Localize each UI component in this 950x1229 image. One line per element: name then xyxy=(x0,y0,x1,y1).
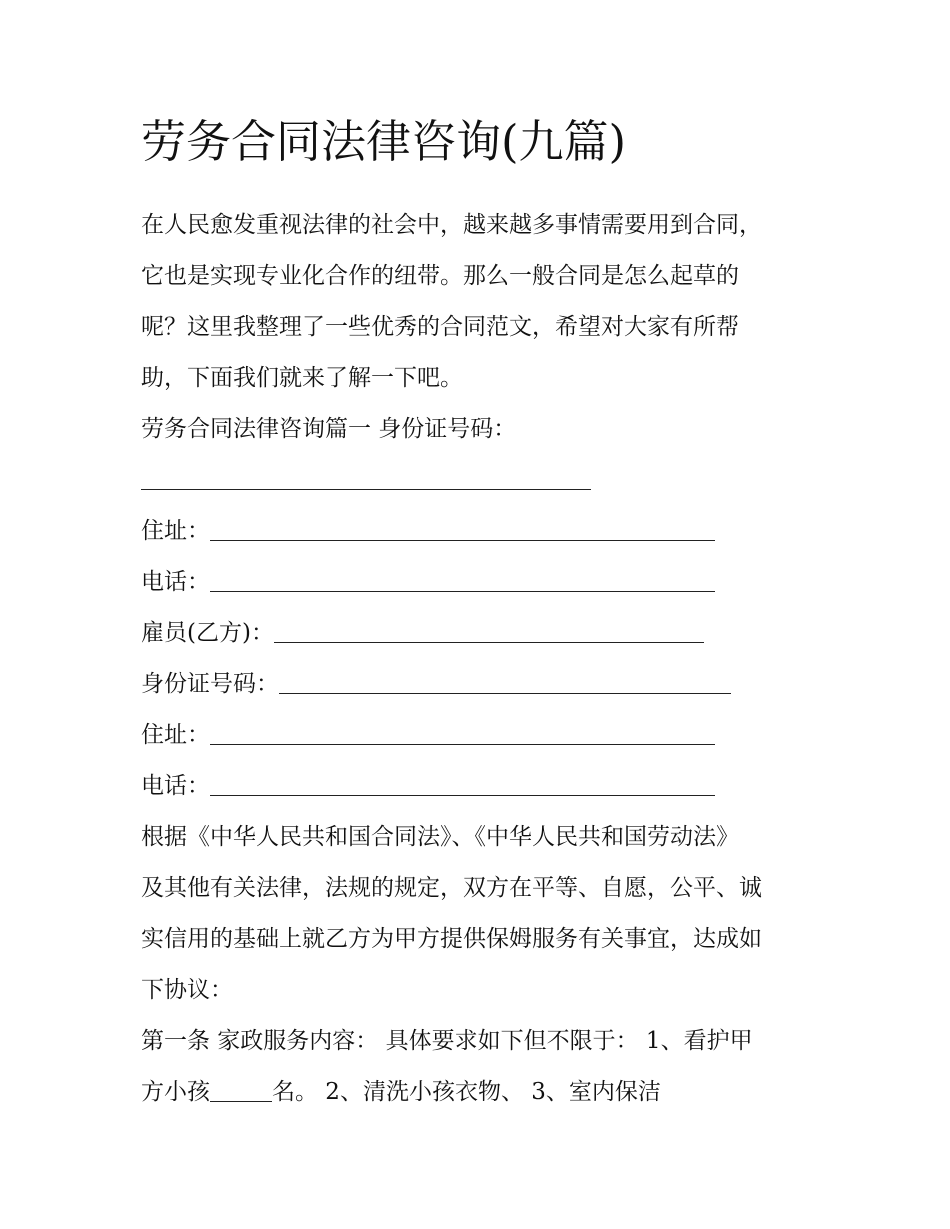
document-title: 劳务合同法律咨询(九篇) xyxy=(141,115,627,168)
address-blank-1 xyxy=(210,510,715,541)
employee-label: 雇员(乙方)： xyxy=(141,620,274,646)
intro-line: 它也是实现专业化合作的纽带。那么一般合同是怎么起草的 xyxy=(141,263,739,289)
clause-line: 下协议： xyxy=(141,977,233,1003)
address-field-1 xyxy=(141,506,821,557)
article-1-line-2 xyxy=(141,1067,821,1118)
intro-line: 在人民愈发重视法律的社会中，越来越多事情需要用到合同， xyxy=(141,212,762,238)
phone-blank-1 xyxy=(210,561,715,592)
phone-field-1 xyxy=(141,557,821,608)
phone-blank-2 xyxy=(210,765,715,796)
phone-field-2 xyxy=(141,761,821,812)
address-label-1: 住址： xyxy=(141,518,210,544)
employee-blank xyxy=(274,612,704,643)
intro-line: 呢？这里我整理了一些优秀的合同范文，希望对大家有所帮 xyxy=(141,314,739,340)
intro-line: 助，下面我们就来了解一下吧。 xyxy=(141,365,463,391)
id-number-blank-line xyxy=(141,455,821,506)
child-count-blank xyxy=(210,1071,272,1102)
article-1-line-1: 第一条 家政服务内容： 具体要求如下但不限于： 1、看护甲 xyxy=(141,1028,753,1054)
id-number-field xyxy=(141,659,821,710)
phone-label-1: 电话： xyxy=(141,569,210,595)
clause-line: 根据《中华人民共和国合同法》、《中华人民共和国劳动法》 xyxy=(141,824,739,850)
id-number-label: 身份证号码： xyxy=(141,671,279,697)
address-label-2: 住址： xyxy=(141,722,210,748)
article-1-suffix: 名。 2、清洗小孩衣物、 3、室内保洁 xyxy=(272,1079,661,1105)
employee-field xyxy=(141,608,821,659)
phone-label-2: 电话： xyxy=(141,773,210,799)
document-body xyxy=(141,200,821,1118)
address-blank-2 xyxy=(210,714,715,745)
clause-line: 实信用的基础上就乙方为甲方提供保姆服务有关事宜，达成如 xyxy=(141,926,762,952)
section-heading: 劳务合同法律咨询篇一 身份证号码： xyxy=(141,416,517,442)
id-number-blank xyxy=(141,459,591,490)
id-number-blank-2 xyxy=(279,663,731,694)
article-1-prefix: 方小孩 xyxy=(141,1079,210,1105)
clause-line: 及其他有关法律，法规的规定，双方在平等、自愿，公平、诚 xyxy=(141,875,762,901)
address-field-2 xyxy=(141,710,821,761)
